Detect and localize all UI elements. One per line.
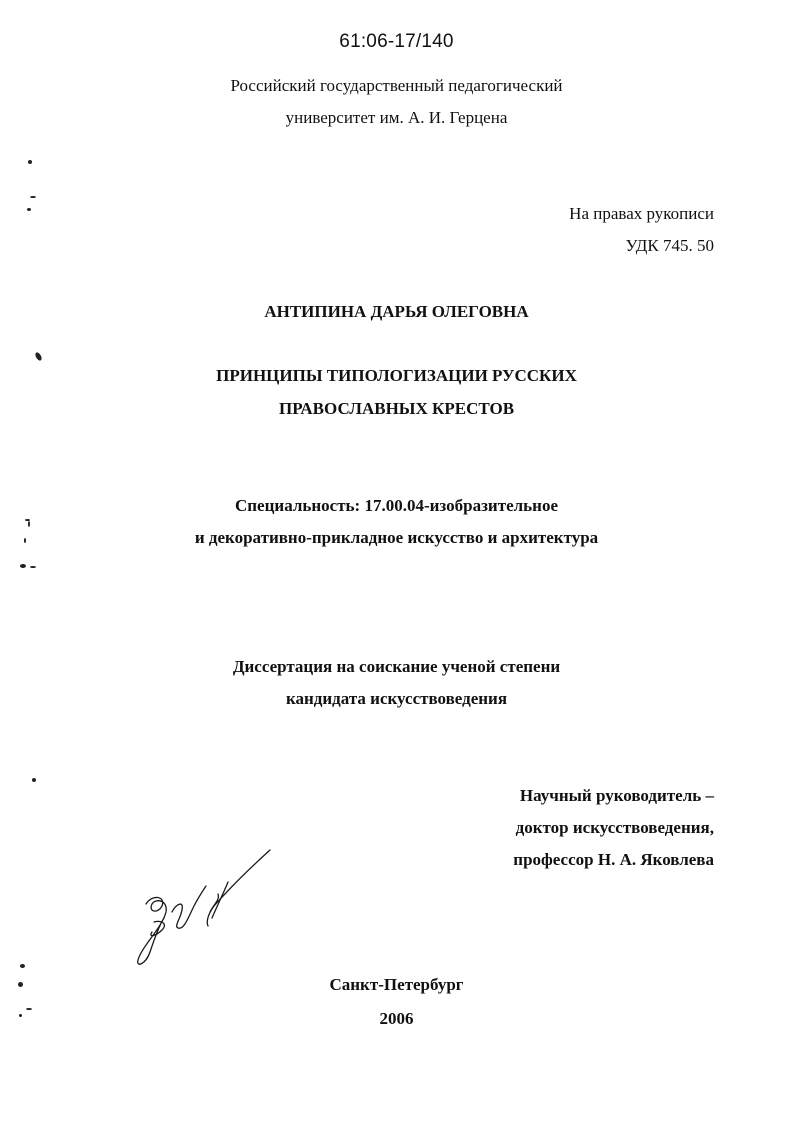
author-name: АНТИПИНА ДАРЬЯ ОЛЕГОВНА xyxy=(264,302,529,321)
supervisor-line-1: Научный руководитель – xyxy=(519,786,714,805)
udc-code: УДК 745. 50 xyxy=(625,236,714,255)
scan-artifact xyxy=(28,160,32,164)
scan-artifact xyxy=(30,196,36,198)
scan-artifact xyxy=(34,351,43,361)
scan-artifact xyxy=(20,564,26,568)
specialty-line-2: и декоративно-прикладное искусство и архитектура xyxy=(194,528,599,547)
scan-artifact xyxy=(32,778,36,782)
degree-line-2: кандидата искусствоведения xyxy=(285,689,508,708)
supervisor-line-3: профессор Н. А. Яковлева xyxy=(513,850,714,869)
scan-artifact xyxy=(27,208,31,211)
scan-artifact xyxy=(30,566,36,568)
scan-artifact xyxy=(20,964,25,968)
manuscript-rights-label: На правах рукописи xyxy=(569,204,714,223)
title-line-1: ПРИНЦИПЫ ТИПОЛОГИЗАЦИИ РУССКИХ xyxy=(216,366,577,385)
year: 2006 xyxy=(379,1009,414,1028)
degree-line-1: Диссертация на соискание ученой степени xyxy=(232,657,561,676)
scan-artifact xyxy=(28,521,30,527)
institution-line-2: университет им. А. И. Герцена xyxy=(285,108,508,127)
archive-code: 61:06-17/140 xyxy=(339,31,454,52)
title-line-2: ПРАВОСЛАВНЫХ КРЕСТОВ xyxy=(278,399,515,418)
scan-artifact xyxy=(24,538,26,543)
specialty-line-1: Специальность: 17.00.04-изобразительное xyxy=(234,496,558,515)
city: Санкт-Петербург xyxy=(329,975,464,994)
handwritten-signature xyxy=(128,842,278,972)
supervisor-line-2: доктор искусствоведения, xyxy=(515,818,714,837)
institution-line-1: Российский государственный педагогический xyxy=(230,76,563,95)
